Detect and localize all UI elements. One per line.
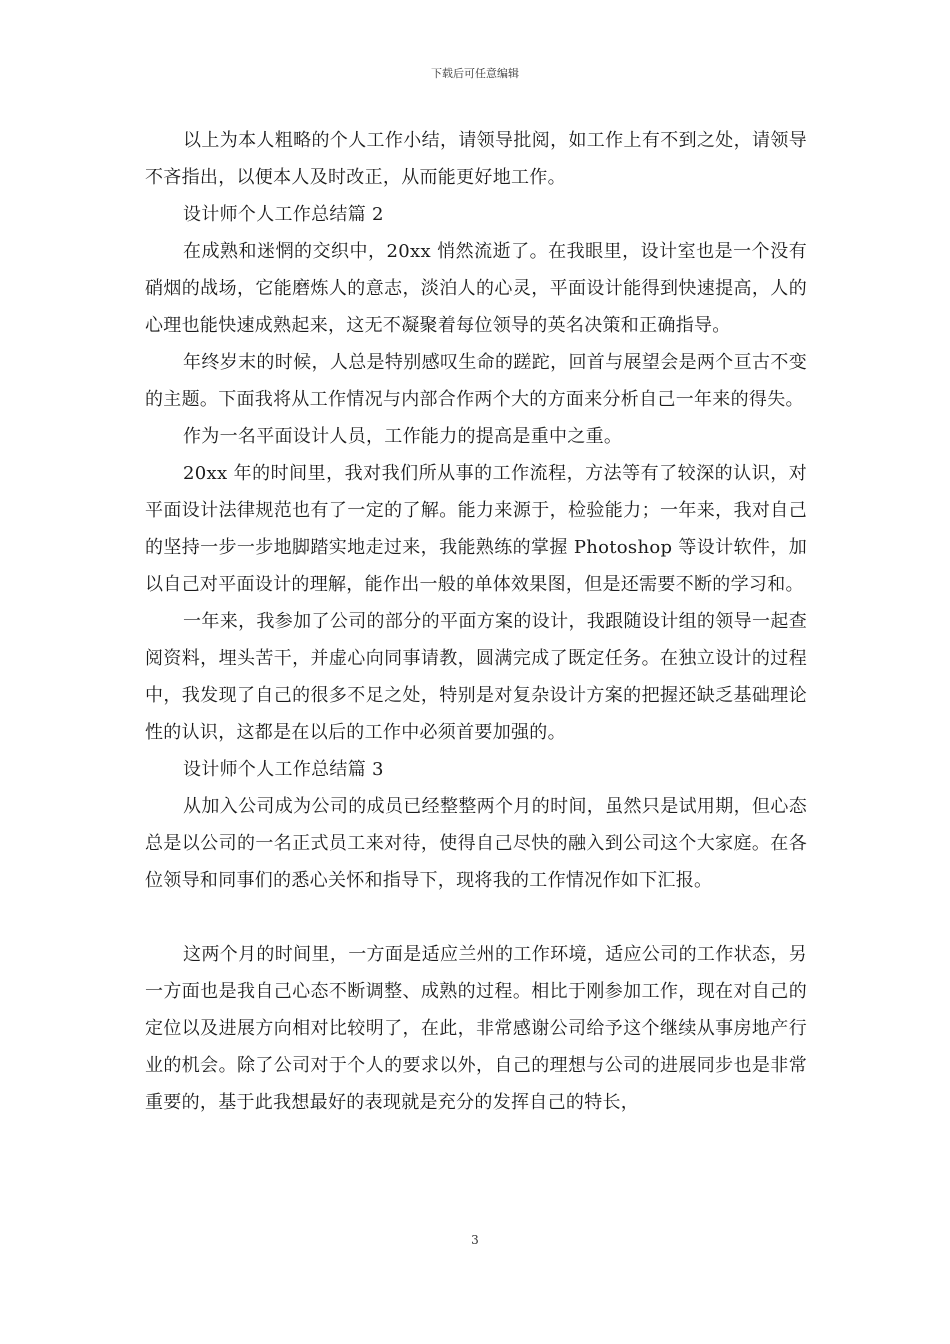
paragraph-two-months: 这两个月的时间里，一方面是适应兰州的工作环境，适应公司的工作状态，另一方面也是我自己心态不断调整、成熟的过程。相比于刚参加工作，现在对自己的定位以及进展方向相对比较明了，在此，非常感谢公司给予这个继续从事房地产行业的机会。除了公司对于个人的要求以外，自己的理想与公司的进展同步也是非常重要的，基于此我想最好的表现就是充分的发挥自己的特长， xyxy=(145,944,807,1113)
section-heading-3: 设计师个人工作总结篇 3 xyxy=(183,759,384,780)
paragraph-intro-design-room: 在成熟和迷惘的交织中，20xx 悄然流逝了。在我眼里，设计室也是一个没有硝烟的战场，它能磨炼人的意志，淡泊人的心灵，平面设计能得到快速提高，人的心理也能快速成熟起来，这无不凝聚着每位领导的英名决策和正确指导。 xyxy=(145,241,807,336)
paragraph-year-end: 年终岁末的时候，人总是特别感叹生命的蹉跎，回首与展望会是两个亘古不变的主题。下面我将从工作情况与内部合作两个大的方面来分析自己一年来的得失。 xyxy=(145,352,807,410)
paragraph-design-projects: 一年来，我参加了公司的部分的平面方案的设计，我跟随设计组的领导一起查阅资料，埋头苦干，并虚心向同事请教，圆满完成了既定任务。在独立设计的过程中，我发现了自己的很多不足之处，特别是对复杂设计方案的把握还缺乏基础理论性的认识，这都是在以后的工作中必须首要加强的。 xyxy=(145,611,807,743)
document-body xyxy=(145,122,807,1121)
page-number: 3 xyxy=(471,1233,479,1247)
paragraph-joining-company: 从加入公司成为公司的成员已经整整两个月的时间，虽然只是试用期，但心态总是以公司的一名正式员工来对待，使得自己尽快的融入到公司这个大家庭。在各位领导和同事们的悉心关怀和指导下，现将我的工作情况作如下汇报。 xyxy=(145,796,807,891)
paragraph-closing-summary: 以上为本人粗略的个人工作小结，请领导批阅，如工作上有不到之处，请领导不吝指出，以便本人及时改正，从而能更好地工作。 xyxy=(145,130,807,188)
paragraph-spacer xyxy=(145,899,807,936)
paragraph-work-ability: 作为一名平面设计人员，工作能力的提高是重中之重。 xyxy=(183,426,623,447)
section-heading-2: 设计师个人工作总结篇 2 xyxy=(183,204,384,225)
page-header: 下载后可任意编辑 xyxy=(431,67,519,80)
paragraph-workflow-skills: 20xx 年的时间里，我对我们所从事的工作流程，方法等有了较深的认识，对平面设计法律规范也有了一定的了解。能力来源于，检验能力；一年来，我对自己的坚持一步一步地脚踏实地走过来，我能熟练的掌握 Photoshop 等设计软件，加以自己对平面设计的理解，能作出一般的单体效果图，但是还需要不断的学习和。 xyxy=(145,463,807,595)
